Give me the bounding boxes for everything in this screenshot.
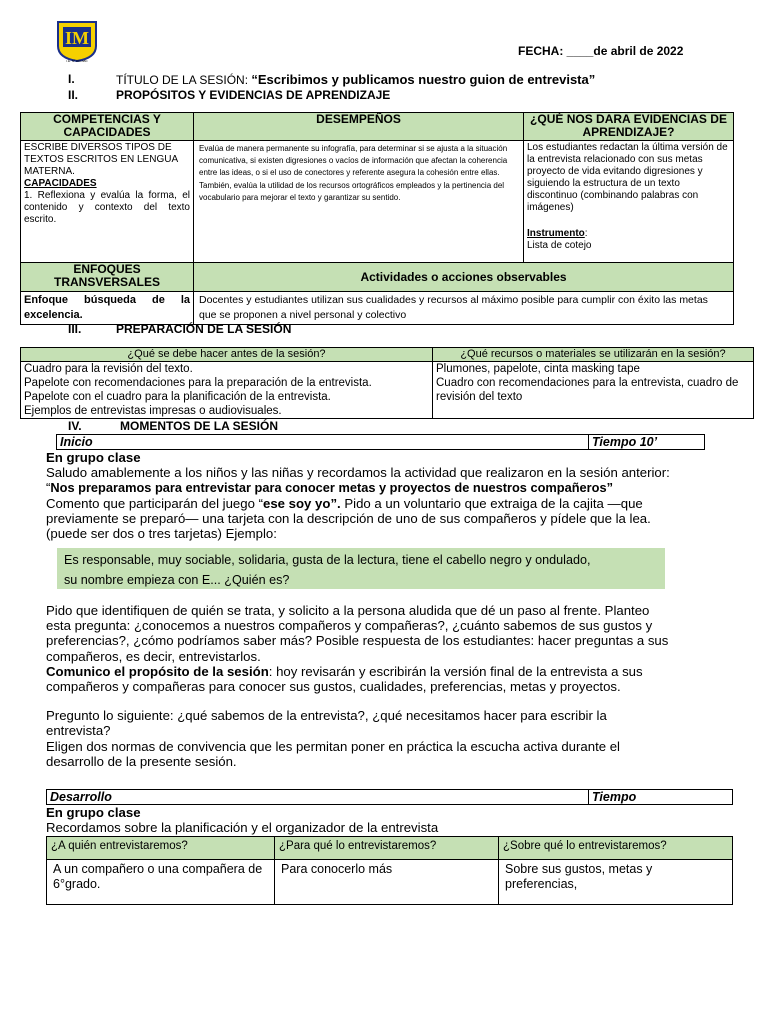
- instrumento-text: Lista de cotejo: [527, 240, 592, 251]
- planning-header-why: ¿Para qué lo entrevistaremos?: [275, 837, 499, 860]
- quote-mark: “: [46, 480, 51, 496]
- inicio-label: Inicio: [57, 435, 589, 450]
- prep-item: Papelote con el cuadro para la planificación de la entrevista.: [24, 391, 331, 403]
- section-label: TÍTULO DE LA SESIÓN:: [116, 73, 252, 87]
- prep-header-resources: ¿Qué recursos o materiales se utilizarán en la sesión?: [433, 348, 754, 362]
- inicio-time: Tiempo 10’: [589, 435, 705, 450]
- date-line: FECHA: ____de abril de 2022: [518, 44, 684, 58]
- inicio-header: [56, 434, 705, 450]
- paragraph: previamente se preparó— una tarjeta con la descripción de uno de sus compañeros y pídele que la lea.: [46, 510, 651, 526]
- paragraph: Pido que identifiquen de quién se trata, y solicito a la persona aludida que dé un paso al frente. Planteo: [46, 603, 650, 618]
- purpose-table: [20, 112, 734, 325]
- grupo-clase-label: En grupo clase: [46, 450, 141, 465]
- section-number: I.: [68, 72, 75, 86]
- resource-item: Plumones, papelote, cinta masking tape: [436, 363, 640, 375]
- paragraph: entrevista?: [46, 723, 111, 739]
- school-logo: [56, 20, 98, 62]
- paragraph: Saludo amablemente a los niños y las niñas y recordamos la actividad que realizaron en la sesión anterior:: [46, 465, 670, 481]
- logo-subtext: I.E. Nº 000 ABC: [66, 59, 88, 63]
- capacidad-text: 1. Reflexiona y evalúa la forma, el contenido y contexto del texto escrito.: [24, 190, 190, 225]
- game-name: ese soy yo”.: [263, 495, 341, 511]
- paragraph: Recordamos sobre la planificación y el organizador de la entrevista: [46, 820, 439, 836]
- example-card: [57, 548, 665, 589]
- planning-cell-who: A un compañero o una compañera de 6°grado.: [47, 860, 275, 905]
- instrumento-label: Instrumento: [527, 228, 585, 239]
- capacidades-label: CAPACIDADES: [24, 178, 97, 189]
- planning-table: [46, 836, 733, 905]
- inicio-body: [46, 450, 670, 541]
- evidencia-cell: Los estudiantes redactan la última versión de la entrevista relacionado con sus metas proyecto de vida evitando digresiones y siguiendo la estructura de un texto discontinuo (combinando palabras con imágenes) Instrumento: Lista de cotejo: [524, 141, 734, 263]
- prep-resources-cell: [433, 362, 754, 419]
- desarrollo-label: Desarrollo: [47, 790, 589, 805]
- example-line: su nombre empieza con E... ¿Quién es?: [64, 573, 290, 587]
- desarrollo-body: [46, 805, 438, 835]
- prep-before-cell: [21, 362, 433, 419]
- section-label: PROPÓSITOS Y EVIDENCIAS DE APRENDIZAJE: [116, 88, 391, 102]
- paragraph: desarrollo de la presente sesión.: [46, 753, 237, 769]
- preparation-table: [20, 347, 754, 419]
- paragraph: : hoy revisarán y escribirán la versión final de la entrevista a sus: [268, 663, 643, 679]
- paragraph: compañeros, es decir, entrevistarlos.: [46, 648, 261, 664]
- section-number: IV.: [68, 419, 82, 433]
- prep-header-before: ¿Qué se debe hacer antes de la sesión?: [21, 348, 433, 362]
- prep-item: Papelote con recomendaciones para la preparación de la entrevista.: [24, 377, 372, 389]
- desarrollo-time: Tiempo: [589, 790, 733, 805]
- grupo-clase-label: En grupo clase: [46, 805, 141, 820]
- desempeno-cell: Evalúa de manera permanente su infografía, para determinar si se ajusta a la situación comunicativa, si existen digresiones o vacíos de información que afectan la coherencia entre las ideas, o si el uso de conectores y referente asegura la cohesión entre ellas. También, evalúa la utilidad de los recursos ortográficos empleados y la pertinencia del vocabulario para mejorar el texto y garantizar su sentido.: [194, 141, 524, 263]
- example-line: Es responsable, muy sociable, solidaria, gusta de la lectura, tiene el cabello negro y ondulado,: [64, 553, 591, 567]
- desarrollo-header: [46, 789, 733, 805]
- paragraph: compañeros y compañeras para conocer sus gustos, cualidades, preferencias, metas y proyectos.: [46, 679, 621, 695]
- planning-cell-why: Para conocerlo más: [275, 860, 499, 905]
- previous-session-title: Nos preparamos para entrevistar para conocer metas y proyectos de nuestros compañeros”: [50, 480, 613, 496]
- section-label: MOMENTOS DE LA SESIÓN: [120, 419, 279, 433]
- header-actividades: Actividades o acciones observables: [194, 263, 734, 292]
- paragraph: (puede ser dos o tres tarjetas) Ejemplo:: [46, 526, 277, 542]
- actividades-cell: Docentes y estudiantes utilizan sus cualidades y recursos al máximo posible para cumplir con éxito las metas que se proponen a nivel personal y colectivo: [194, 292, 734, 325]
- section-number: III.: [68, 322, 82, 336]
- header-competencias: COMPETENCIAS Y CAPACIDADES: [21, 113, 194, 141]
- resource-item: Cuadro con recomendaciones para la entrevista, cuadro de revisión del texto: [436, 377, 739, 403]
- section-label: PREPARACIÓN DE LA SESIÓN: [116, 322, 292, 336]
- purpose-label: Comunico el propósito de la sesión: [46, 663, 269, 679]
- logo-letters: IM: [65, 28, 89, 48]
- paragraph: preferencias?, ¿cómo podríamos saber más? Posible respuesta de los estudiantes: hacer preguntas a sus: [46, 633, 669, 649]
- prep-item: Cuadro para la revisión del texto.: [24, 363, 193, 375]
- paragraph: Pregunto lo siguiente: ¿qué sabemos de la entrevista?, ¿qué necesitamos hacer para escribir la: [46, 708, 607, 724]
- planning-cell-what: Sobre sus gustos, metas y preferencias,: [499, 860, 733, 905]
- paragraph: Pido a un voluntario que extraiga de la cajita —que: [340, 495, 643, 511]
- planning-header-what: ¿Sobre qué lo entrevistaremos?: [499, 837, 733, 860]
- competencia-text: ESCRIBE DIVERSOS TIPOS DE TEXTOS ESCRITOS EN LENGUA MATERNA.: [24, 142, 178, 177]
- prep-item: Ejemplos de entrevistas impresas o audiovisuales.: [24, 405, 282, 417]
- section-number: II.: [68, 88, 79, 102]
- paragraph: Eligen dos normas de convivencia que les permitan poner en práctica la escucha activa durante el: [46, 738, 620, 754]
- session-title: “Escribimos y publicamos nuestro guion de entrevista”: [251, 72, 596, 87]
- competencias-cell: [21, 141, 194, 263]
- enfoque-cell: Enfoque búsqueda de la excelencia.: [21, 292, 194, 325]
- header-evidencias: ¿QUÉ NOS DARA EVIDENCIAS DE APRENDIZAJE?: [524, 113, 734, 141]
- paragraph: Comento que participarán del juego “: [46, 495, 263, 511]
- header-enfoques: ENFOQUES TRANSVERSALES: [21, 263, 194, 292]
- evidencia-text: Los estudiantes redactan la última versión de la entrevista relacionado con sus metas proyecto de vida evitando digresiones y siguiendo la estructura de un texto discontinuo (combinando palabras con imágenes): [527, 142, 728, 213]
- planning-header-who: ¿A quién entrevistaremos?: [47, 837, 275, 860]
- header-desempenos: DESEMPEÑOS: [194, 113, 524, 141]
- paragraph: esta pregunta: ¿conocemos a nuestros compañeros y compañeras?, ¿cuánto sabemos de sus gustos y: [46, 618, 653, 634]
- inicio-body-2: [46, 603, 668, 769]
